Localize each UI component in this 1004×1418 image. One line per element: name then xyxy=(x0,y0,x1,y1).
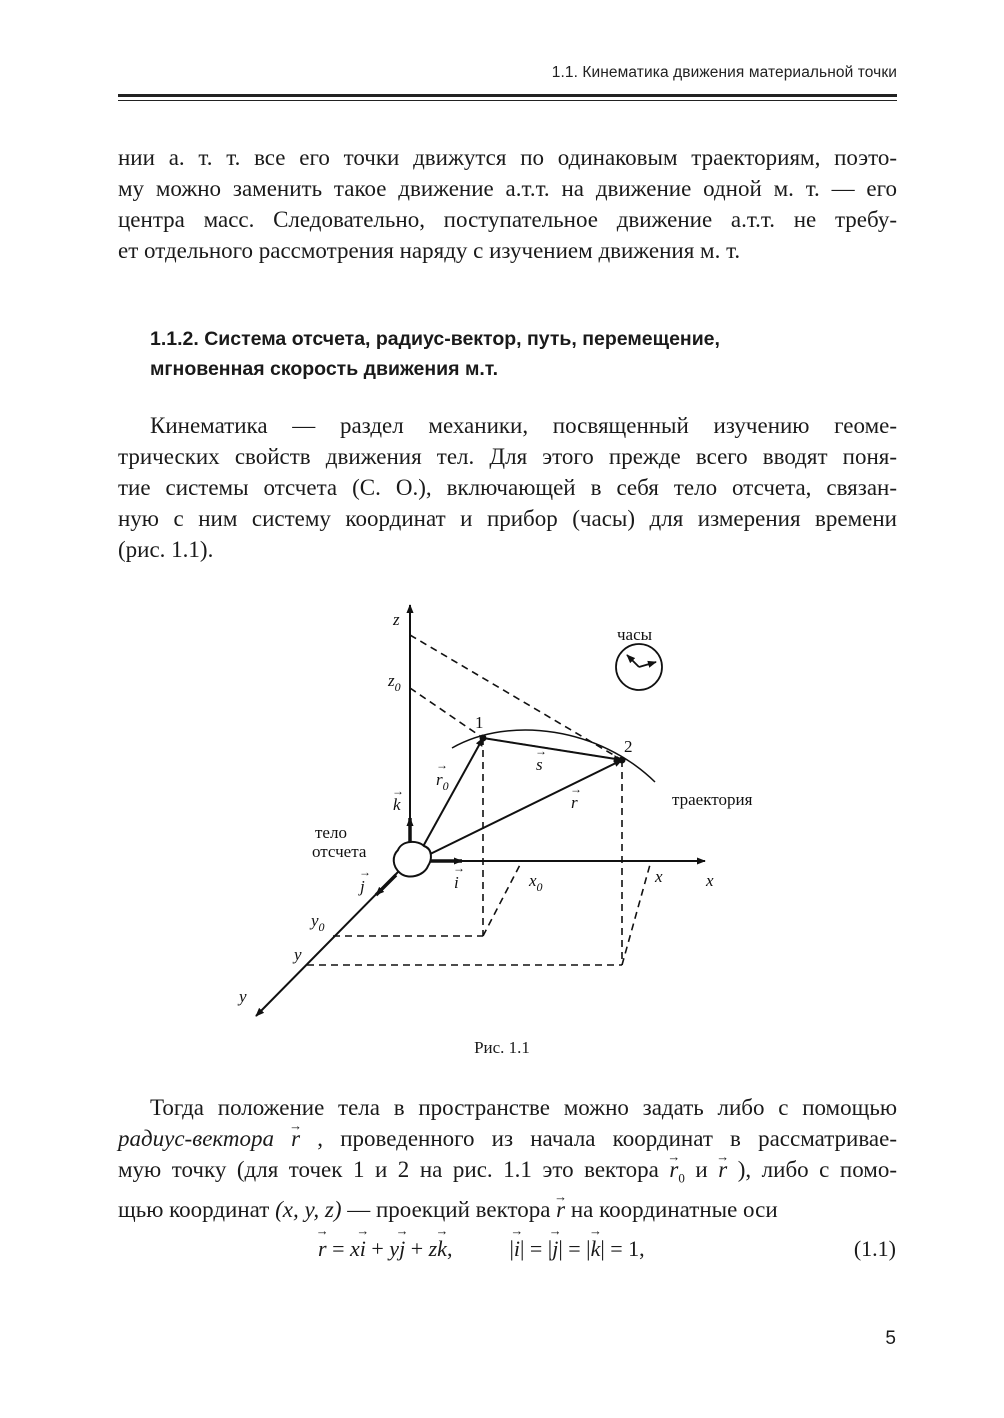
clock-hand-1 xyxy=(627,655,639,667)
eq-equals: = xyxy=(332,1236,345,1261)
eq-i: → i xyxy=(360,1236,366,1262)
paragraph-line xyxy=(118,1154,897,1194)
vector-r: → r xyxy=(291,1123,300,1154)
z-axis-label: z xyxy=(393,610,400,629)
eq-tail-comma: , xyxy=(639,1236,645,1261)
eq-r: → r xyxy=(318,1236,327,1262)
trajectory-label: траектория xyxy=(672,790,753,809)
r0-arrow-glyph: → xyxy=(436,758,448,772)
paragraph-line: Кинематика — раздел механики, посвященный изучению геоме- xyxy=(150,413,897,438)
eq-equals: = xyxy=(610,1236,623,1261)
equation-number: (1.1) xyxy=(853,1236,896,1261)
eq-y: y xyxy=(389,1236,400,1261)
r-vector xyxy=(422,760,622,858)
clock-hand-2 xyxy=(639,662,656,667)
eq-abs-j: → j xyxy=(552,1236,558,1262)
paragraph-line: Тогда положение тела в пространстве можно задать либо с помощью xyxy=(150,1095,897,1120)
r-arrow-glyph: → xyxy=(570,782,582,796)
eq-equals: = xyxy=(529,1236,543,1261)
x-axis-label: x xyxy=(706,871,714,890)
point-2-label: 2 xyxy=(624,737,633,756)
vector-r: → r xyxy=(718,1154,727,1185)
k-arrow-glyph: → xyxy=(392,784,404,798)
r-vector-label: r xyxy=(571,793,578,812)
subscript-0: 0 xyxy=(678,1170,685,1186)
j-vector-label: j xyxy=(360,877,365,896)
eq-abs-k: → k xyxy=(591,1236,601,1262)
eq-z: z xyxy=(428,1236,438,1261)
paragraph-line: центра масс. Следовательно, поступательное движение а.т.т. не требу- xyxy=(118,207,897,232)
reference-body xyxy=(394,842,431,877)
paragraph-3 xyxy=(118,1092,897,1225)
paragraph-line xyxy=(118,1123,897,1154)
eq-k: → k xyxy=(437,1236,447,1262)
page-number: 5 xyxy=(885,1328,896,1349)
j-arrow-glyph: → xyxy=(359,865,371,879)
dash-z-to-2 xyxy=(410,635,622,760)
eq-comma: , xyxy=(446,1236,453,1261)
figure-caption: Рис. 1.1 xyxy=(474,1038,530,1057)
paragraph-line: му можно заменить такое движение а.т.т. на движение одной м. т. — его xyxy=(118,176,897,201)
s-arrow-glyph: → xyxy=(535,744,547,758)
text-fragment: мую точку (для точек 1 и 2 на рис. 1.1 это вектора xyxy=(118,1157,659,1182)
text-fragment: щью координат xyxy=(118,1196,270,1222)
equation-1-1: → r = x→ i + y→ j + z→ k, |→ i| = |→ j| = |→ k| = 1, xyxy=(318,1236,645,1262)
x-tick-label: x xyxy=(655,867,663,886)
text-fragment: и xyxy=(695,1157,708,1182)
text-fragment: , проведенного из начала координат в рассматривае- xyxy=(317,1126,897,1151)
x0-label: $x_0$ xyxy=(529,871,543,894)
i-arrow-glyph: → xyxy=(453,861,465,875)
j-unit-vector xyxy=(376,875,396,895)
eq-one: 1 xyxy=(628,1236,640,1261)
y-axis-label: y xyxy=(239,987,247,1006)
eq-x: x xyxy=(349,1236,360,1261)
eq-plus: + xyxy=(410,1236,424,1261)
text-fragment: ), либо с помо- xyxy=(737,1157,897,1182)
section-heading-line: 1.1.2. Система отсчета, радиус-вектор, путь, перемещение, xyxy=(150,328,720,350)
vector-r: → r xyxy=(556,1194,565,1225)
clock-label: часы xyxy=(617,625,653,644)
paragraph-line xyxy=(118,1194,897,1225)
eq-j: → j xyxy=(399,1236,405,1262)
s-vector xyxy=(483,738,622,760)
point-2 xyxy=(619,757,625,763)
section-heading-line: мгновенная скорость движения м.т. xyxy=(150,358,499,380)
dash-x-diag xyxy=(622,861,651,965)
term-radius-vector: радиус-вектора xyxy=(118,1126,274,1151)
vector-r0: → r xyxy=(669,1154,678,1185)
running-head: 1.1. Кинематика движения материальной точки xyxy=(551,64,897,81)
eq-plus: + xyxy=(371,1236,384,1261)
z0-label: $z_0$ xyxy=(388,671,401,694)
dash-x0-diag xyxy=(483,861,522,936)
s-vector-label: s xyxy=(536,755,543,774)
paragraph-line: ную с ним систему координат и прибор (часы) для измерения времени xyxy=(118,506,897,531)
dash-z0-to-1 xyxy=(410,688,483,738)
paragraph-line: (рис. 1.1). xyxy=(118,537,214,562)
i-vector-label: i xyxy=(454,873,459,892)
paragraph-line: тие системы отсчета (С. О.), включающей в себя тело отсчета, связан- xyxy=(118,475,897,500)
y-tick-label: y xyxy=(294,945,302,964)
r0-vector xyxy=(420,738,483,852)
y0-label: $y_0$ xyxy=(311,911,325,934)
point-1-label: 1 xyxy=(475,713,484,732)
paragraph-line: нии а. т. т. все его точки движутся по одинаковым траекториям, поэто- xyxy=(118,145,897,170)
eq-equals: = xyxy=(568,1236,581,1261)
coordinates: (x, y, z) xyxy=(275,1196,342,1222)
r0-vector-label: $r_0$ xyxy=(436,770,449,793)
eq-abs-i: → i xyxy=(514,1236,520,1262)
body-label-line-1: тело xyxy=(315,823,347,842)
paragraph-line: ет отдельного рассмотрения наряду с изучением движения м. т. xyxy=(118,238,741,263)
point-1 xyxy=(480,735,486,741)
k-vector-label: k xyxy=(393,795,401,814)
paragraph-line: трических свойств движения тел. Для этого прежде всего вводят поня- xyxy=(118,444,897,469)
body-label-line-2: отсчета xyxy=(312,842,367,861)
text-fragment: — проекций вектора xyxy=(347,1196,551,1222)
text-fragment: на координатные оси xyxy=(570,1196,778,1222)
